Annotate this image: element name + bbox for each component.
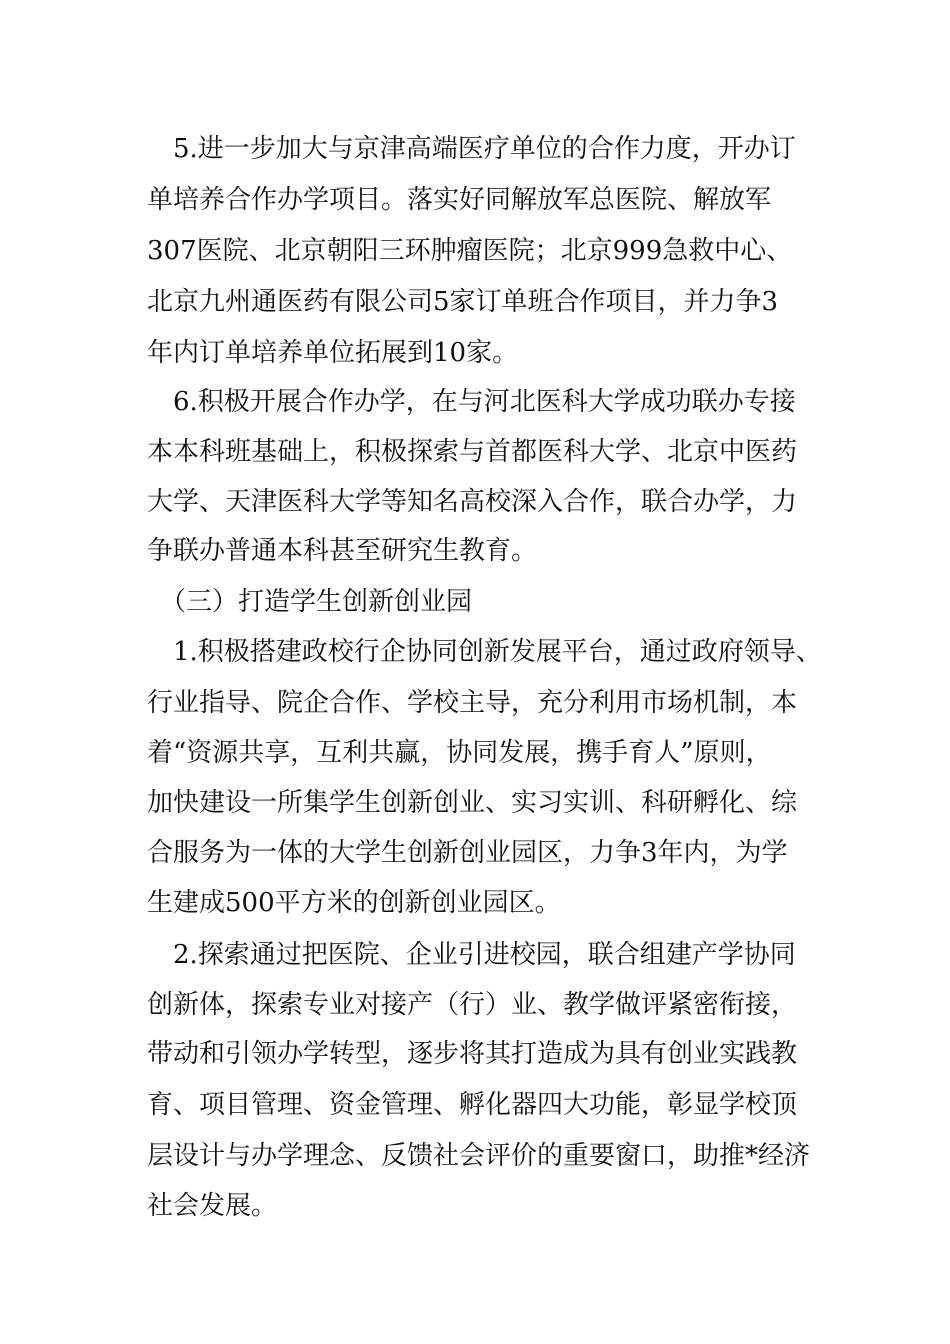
para6-line1: 6.积极开展合作办学，在与河北医科大学成功联办专接 (147, 387, 796, 417)
item1-line3: 着“资源共享，互利共赢，协同发展，携手育人”原则， (147, 738, 772, 768)
item2-line2: 创新体，探索专业对接产（行）业、教学做评紧密衔接， (147, 990, 798, 1020)
item1-line1: 1.积极搭建政校行企协同创新发展平台，通过政府领导、 (147, 637, 822, 667)
para5-line1: 5.进一步加大与京津高端医疗单位的合作力度，开办订 (147, 134, 796, 164)
item2-line6: 社会发展。 (147, 1191, 278, 1221)
item2-line1: 2.探索通过把医院、企业引进校园，联合组建产学协同 (147, 940, 796, 970)
item1-line5: 合服务为一体的大学生创新创业园区，力争3年内，为学 (147, 838, 788, 868)
item1-line2: 行业指导、院企合作、学校主导，充分利用市场机制，本 (147, 688, 798, 718)
section-heading-3: （三）打造学生创新创业园 (147, 587, 473, 617)
para6-line3: 大学、天津医科大学等知名高校深入合作，联合办学，力 (147, 487, 798, 517)
para6-line4: 争联办普通本科甚至研究生教育。 (147, 536, 538, 566)
item1-line4: 加快建设一所集学生创新创业、实习实训、科研孵化、综 (147, 788, 798, 818)
item1-line6: 生建成500平方米的创新创业园区。 (147, 888, 561, 918)
para5-line2: 单培养合作办学项目。落实好同解放军总医院、解放军 (147, 185, 772, 215)
item2-line3: 带动和引领办学转型，逐步将其打造成为具有创业实践教 (147, 1039, 798, 1069)
item2-line4: 育、项目管理、资金管理、孵化器四大功能，彰显学校顶 (147, 1090, 798, 1120)
item2-line5: 层设计与办学理念、反馈社会评价的重要窗口，助推*经济 (147, 1141, 811, 1171)
para5-line3: 307医院、北京朝阳三环肿瘤医院；北京999急救中心、 (147, 236, 793, 266)
para5-line5: 年内订单培养单位拓展到10家。 (147, 338, 519, 368)
para5-line4: 北京九州通医药有限公司5家订单班合作项目，并力争3 (147, 287, 779, 317)
para6-line2: 本本科班基础上，积极探索与首都医科大学、北京中医药 (147, 437, 798, 467)
